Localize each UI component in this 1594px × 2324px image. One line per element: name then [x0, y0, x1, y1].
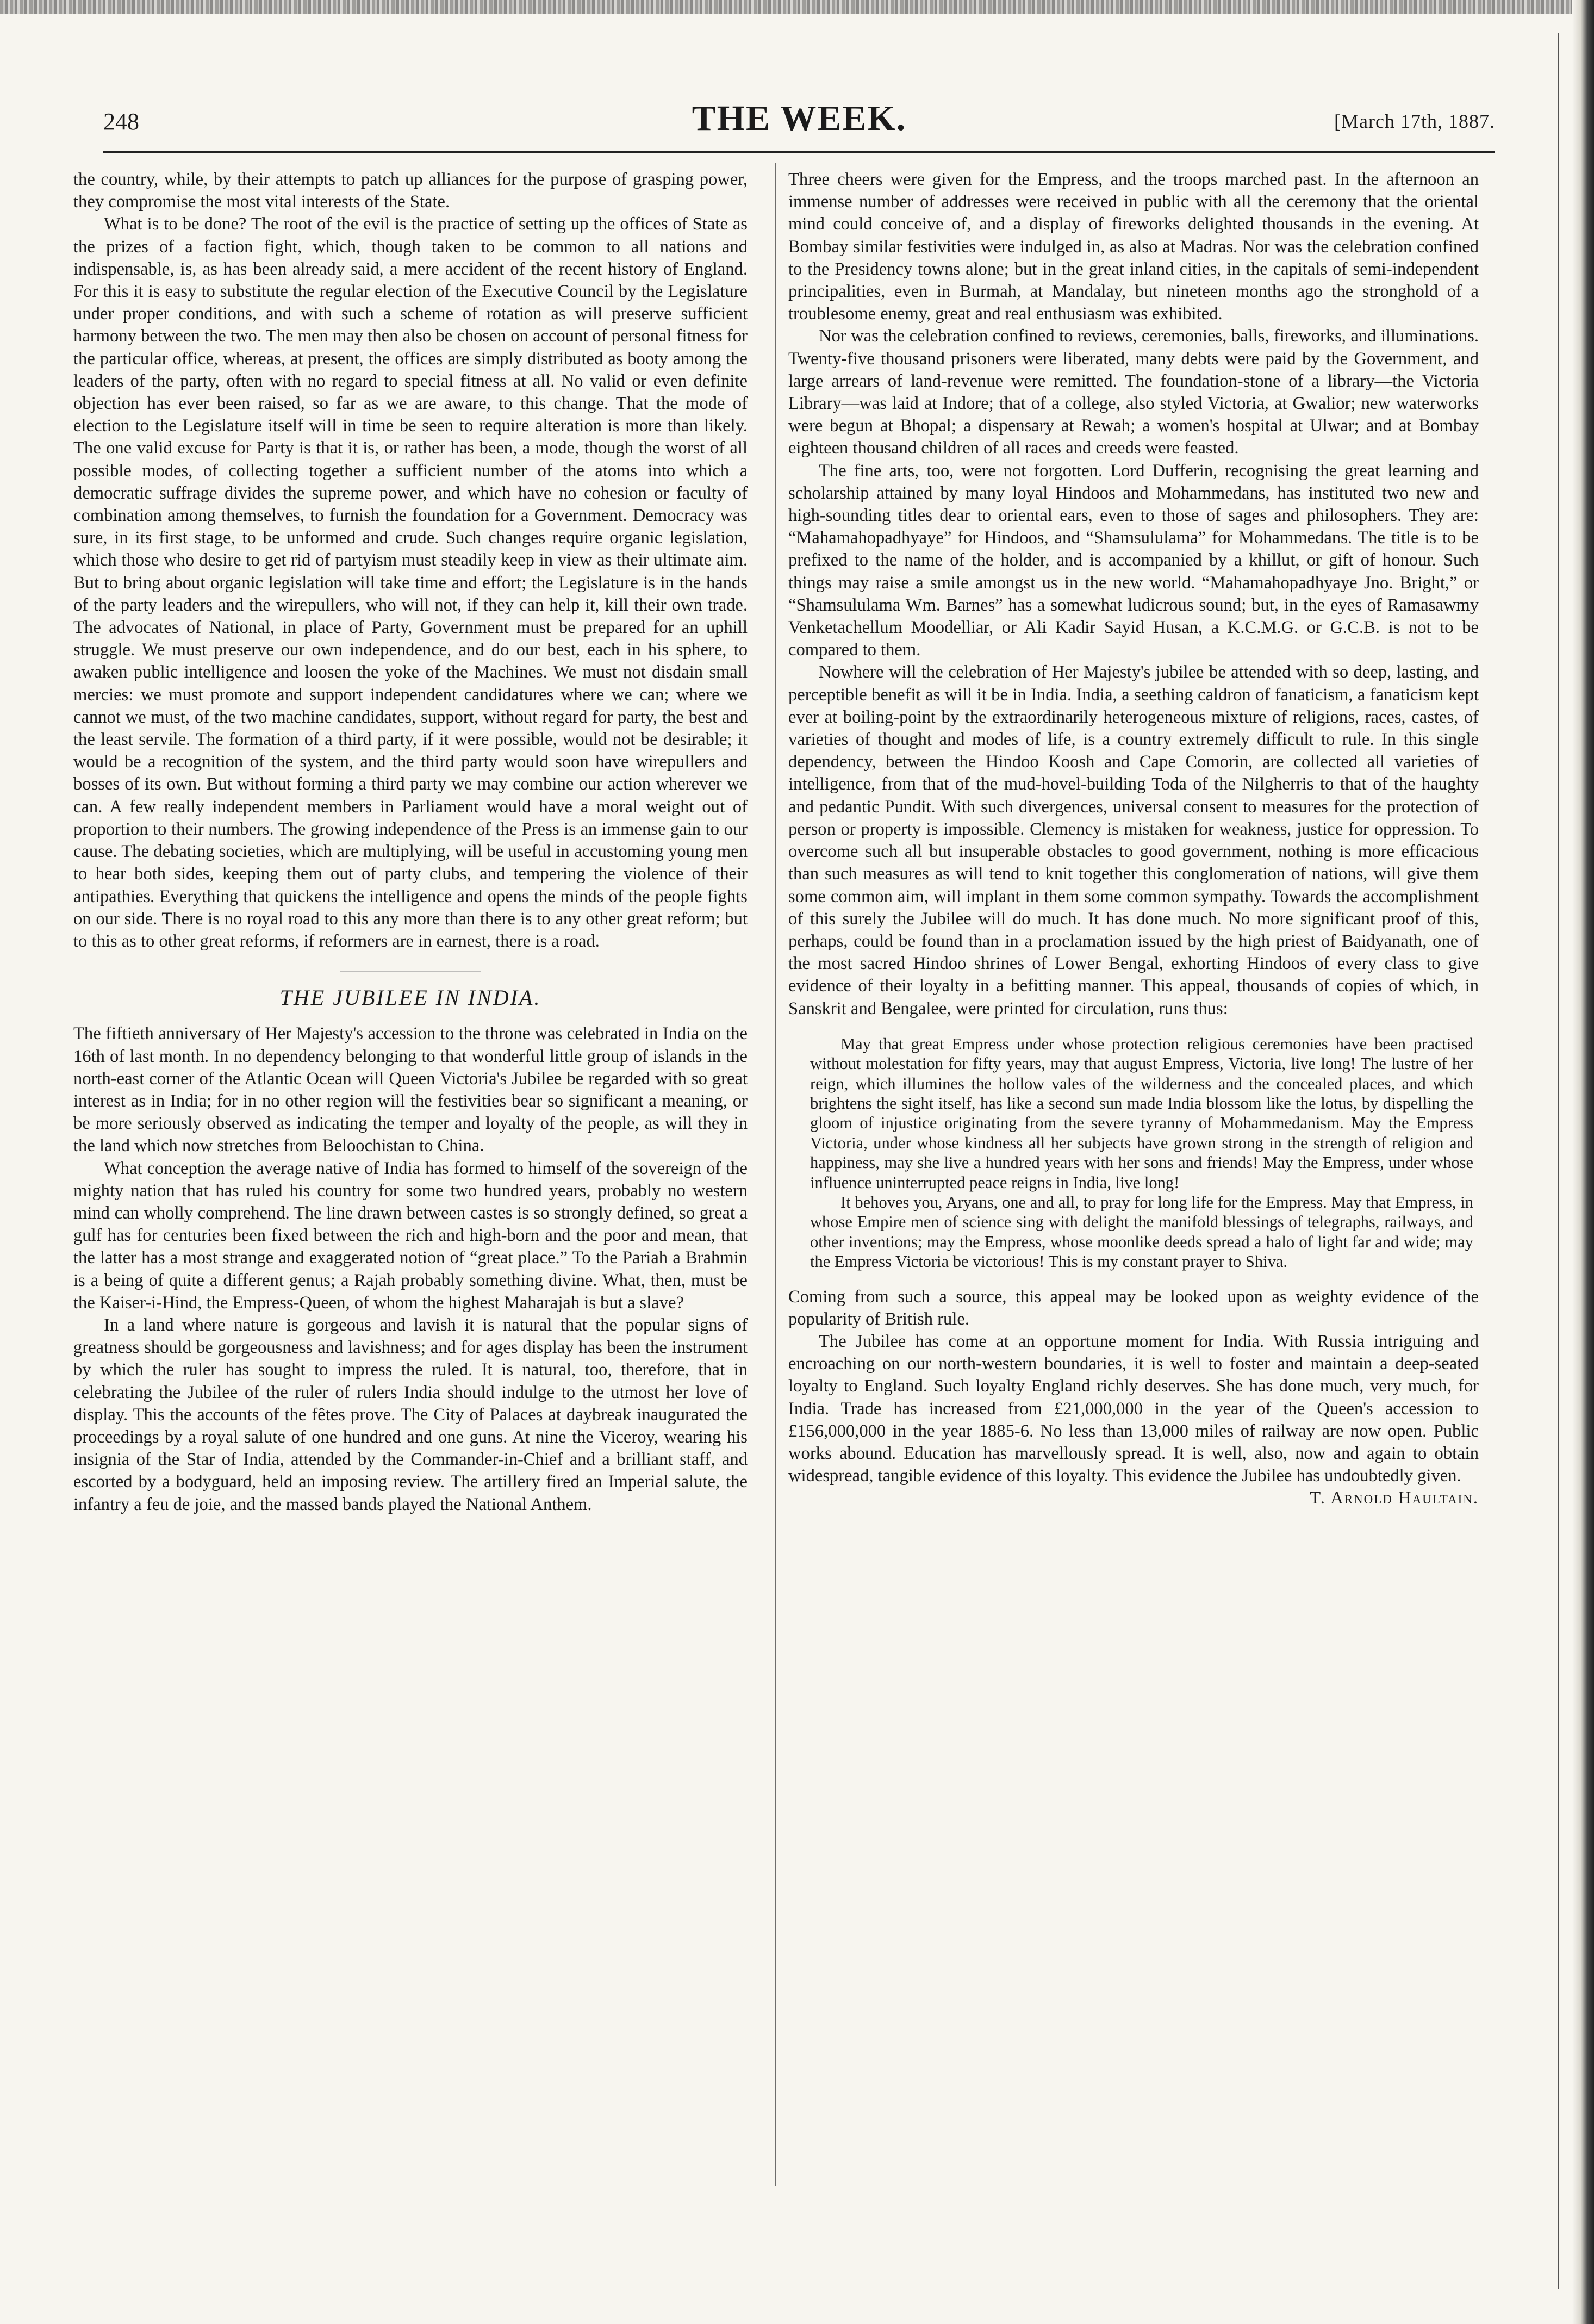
paragraph: The fine arts, too, were not forgotten. Lord Dufferin, recognising the great learning and scholarship attained by many loyal Hindoos and Mohammedans, has instituted two new and high-sounding titles dear to oriental ears, even to those of sages and philosophers. They are: “Mahamahopadhyaye” for Hindoos, and “Shamsululama” for Mohammedans. The title is to be prefixed to the name of the holder, and is accompanied by a khillut, or gift of honour. Such things may raise a smile amongst us in the new world. “Mahamahopadhyaye Jno. Bright,” or “Shamsululama Wm. Barnes” has a somewhat ludicrous sound; but, in the eyes of Ramasawmy Venketachellum Moodelliar, or Ali Kadir Sayid Husan, a K.C.M.G. or G.C.B. is not to be compared to them.: [788, 461, 1479, 660]
proclamation-quote: [810, 1034, 1473, 1272]
issue-date: [March 17th, 1887.: [1334, 110, 1495, 132]
quote-paragraph: May that great Empress under whose protection religious ceremonies have been practised without molestation for fifty years, may that august Empress, Victoria, live long! The lustre of her reign, which illumines the hollow vales of the wilderness and the concealed places, and which brightens the sight itself, has like a second sun made India blossom like the lotus, by dispelling the gloom of injustice originating from the severe tyranny of Mohammedanism. May the Empress Victoria, under whose kindness all her subjects have grown strong in the strength of religion and happiness, may she live a hundred years with her sons and friends! May the Empress, under whose influence uninterrupted peace reigns in India, live long!: [810, 1034, 1473, 1192]
author-signature: T. Arnold Haultain.: [1310, 1488, 1479, 1508]
column-divider: [775, 163, 776, 2186]
paragraph: Three cheers were given for the Empress, and the troops marched past. In the afternoon an immense number of addresses were received in public with all the ceremony that the oriental mind could conceive of, and a display of fireworks delighted thousands in the evening. At Bombay similar festivities were indulged in, as also at Madras. Nor was the celebration confined to the Presidency towns alone; but in the great inland cities, in the capitals of semi-independent principalities, even in Burmah, at Mandalay, but nineteen months ago the stronghold of a troublesome enemy, great and real enthusiasm was exhibited.: [788, 170, 1479, 324]
scan-edge-top: [0, 0, 1594, 14]
paragraph: What conception the average native of India has formed to himself of the sovereign of the mighty nation that has ruled his country for some two hundred years, probably no western mind can wholly comprehend. The line drawn between castes is so strongly defined, so great a gulf has for centuries been fixed between the rich and high-born and the poor and mean, that the latter has a most strange and exaggerated notion of “great place.” To the Pariah a Brahmin is a being of quite a different genus; a Rajah probably something divine. What, then, must be the Kaiser-i-Hind, the Empress-Queen, of whom the highest Maharajah is but a slave?: [73, 1158, 748, 1313]
paragraph: Nor was the celebration confined to reviews, ceremonies, balls, fireworks, and illuminations. Twenty-five thousand prisoners were liberated, many debts were paid by the Government, and large arrears of land-revenue were remitted. The foundation-stone of a library—the Victoria Library—was laid at Indore; that of a college, also styled Victoria, at Gwalior; new waterworks were begun at Bhopal; a dispensary at Rewah; a women's hospital at Ulwar; and at Bombay eighteen thousand children of all races and creeds were feasted.: [788, 326, 1479, 458]
left-column: [73, 169, 748, 1516]
quote-paragraph: It behoves you, Aryans, one and all, to pray for long life for the Empress. May that Empress, in whose Empire men of science sing with delight the manifold blessings of telegraphs, railways, and other inventions; may the Empress, whose moonlike deeds spread a halo of light far and wide; may the Empress Victoria be victorious! This is my constant prayer to Shiva.: [810, 1192, 1473, 1271]
paragraph: What is to be done? The root of the evil is the practice of setting up the offices of State as the prizes of a faction fight, which, though taken to be common to all nations and indispensable, is, as has been already said, a mere accident of the recent history of England. For this it is easy to substitute the regular election of the Executive Council by the Legislature under proper conditions, and with such a scheme of rotation as will preserve sufficient harmony between the two. The men may then also be chosen on account of personal fitness for the particular office, whereas, at present, the offices are simply distributed as booty among the leaders of the party, often with no regard to special fitness at all. No valid or even definite objection has ever been raised, so far as we are aware, to this change. That the mode of election to the Legislature itself will in time be seen to require alteration is more than likely. The one valid excuse for Party is that it is, or rather has been, a mode, though the worst of all possible modes, of collecting together a sufficient number of the atoms into which a democratic suffrage divides the supreme power, and which have no cohesion or faculty of combination among themselves, to furnish the foundation for a Government. Democracy was sure, in its first stage, to be unformed and crude. Such changes require organic legislation, which those who desire to get rid of partyism must steadily keep in view as their ultimate aim. But to bring about organic legislation will take time and effort; the Legislature is in the hands of the party leaders and the wirepullers, who will not, if they can help it, kill their own trade. The advocates of National, in place of Party, Government must be prepared for an uphill struggle. We must preserve our own independence, and do our best, each in his sphere, to awaken public intelligence and loosen the yoke of the Machines. We must not disdain small mercies: we must promote and support independent candidatures where we can; where we cannot we must, of the two machine candidates, support, without regard for party, the best and the least servile. The formation of a third party, if it were possible, would not be desirable; it would be a recognition of the system, and the third party would soon have wirepullers and bosses of its own. But without forming a third party we may combine our action wherever we can. A few really independent members in Parliament would have a moral weight out of proportion to their numbers. The growing independence of the Press is an immense gain to our cause. The debating societies, which are multiplying, will be useful in accustoming young men to hear both sides, keeping them out of party clubs, and tempering the violence of their antipathies. Everything that quickens the intelligence and opens the minds of the people fights on our side. There is no royal road to this any more than there is to any other great reform; but to this as to other great reforms, if reformers are in earnest, there is a road.: [73, 214, 748, 951]
paragraph: The fiftieth anniversary of Her Majesty's accession to the throne was celebrated in India on the 16th of last month. In no dependency belonging to that wonderful little group of islands in the north-east corner of the Atlantic Ocean will Queen Victoria's Jubilee be regarded with so great interest as in India; for in no other region will the festivities bear so significant a meaning, or be more seriously observed as indicating the temper and loyalty of the people, as will they in the land which now stretches from Beloochistan to China.: [73, 1024, 748, 1156]
paragraph: In a land where nature is gorgeous and lavish it is natural that the popular signs of greatness should be gorgeousness and lavishness; and for ages display has been the instrument by which the ruler has sought to impress the ruled. It is natural, too, therefore, that in celebrating the Jubilee of the ruler of rulers India should indulge to the utmost her love of display. This the accounts of the fêtes prove. The City of Palaces at daybreak inaugurated the proceedings by a royal salute of one hundred and one guns. At nine the Viceroy, wearing his insignia of the Star of India, attended by the Commander-in-Chief and a brilliant staff, and escorted by a bodyguard, held an imposing review. The artillery fired an Imperial salute, the infantry a feu de joie, and the massed bands played the National Anthem.: [73, 1315, 748, 1514]
scan-edge-right: [1572, 0, 1594, 2324]
masthead-title: THE WEEK.: [692, 98, 907, 138]
page-number: 248: [103, 108, 139, 135]
header-rule: [103, 151, 1495, 153]
paragraph: The Jubilee has come at an opportune moment for India. With Russia intriguing and encroaching on our north-western boundaries, it is well to foster and maintain a deep-seated loyalty to England. Such loyalty England richly deserves. She has done much, very much, for India. Trade has increased from £21,000,000 in the year of the Queen's accession to £156,000,000 in the year 1885-6. No less than 13,000 miles of railway are now open. Public works abound. Education has marvellously spread. It is well, also, now and again to obtain widespread, tangible evidence of this loyalty. This evidence the Jubilee has undoubtedly given.: [788, 1332, 1479, 1486]
section-separator: [340, 971, 481, 972]
article-title: THE JUBILEE IN INDIA.: [279, 985, 541, 1010]
paragraph: the country, while, by their attempts to patch up alliances for the purpose of grasping power, they compromise the most vital interests of the State.: [73, 170, 748, 212]
paragraph: Nowhere will the celebration of Her Majesty's jubilee be attended with so deep, lasting, and perceptible benefit as will it be in India. India, a seething caldron of fanaticism, a fanaticism kept ever at boiling-point by the extraordinarily heterogeneous mixture of religions, races, castes, of varieties of thought and modes of life, is a country extremely difficult to rule. In this single dependency, between the Hindoo Koosh and Cape Comorin, are collected all varieties of intelligence, from that of the mud-hovel-building Toda of the Nilgherris to that of the haughty and pedantic Pundit. With such divergences, universal consent to measures for the protection of person or property is impossible. Clemency is mistaken for weakness, justice for oppression. To overcome such all but insuperable obstacles to good government, nothing is more efficacious than such measures as will tend to knit together this conglomeration of nations, will give them some common aim, will implant in them some common sympathy. Towards the accomplishment of this surely the Jubilee will do much. It has done much. No more significant proof of this, perhaps, could be found than in a proclamation issued by the high priest of Baidyanath, one of the most sacred Hindoo shrines of Lower Bengal, exhorting Hindoos of every class to give evidence of their loyalty in a befitting manner. This appeal, thousands of copies of which, in Sanskrit and Bengalee, were printed for circulation, runs thus:: [788, 662, 1479, 1018]
scan-fold-line: [1558, 33, 1559, 2289]
page-header: [103, 98, 1495, 152]
paragraph: Coming from such a source, this appeal may be looked upon as weighty evidence of the popularity of British rule.: [788, 1287, 1479, 1329]
right-column: [788, 169, 1479, 1510]
